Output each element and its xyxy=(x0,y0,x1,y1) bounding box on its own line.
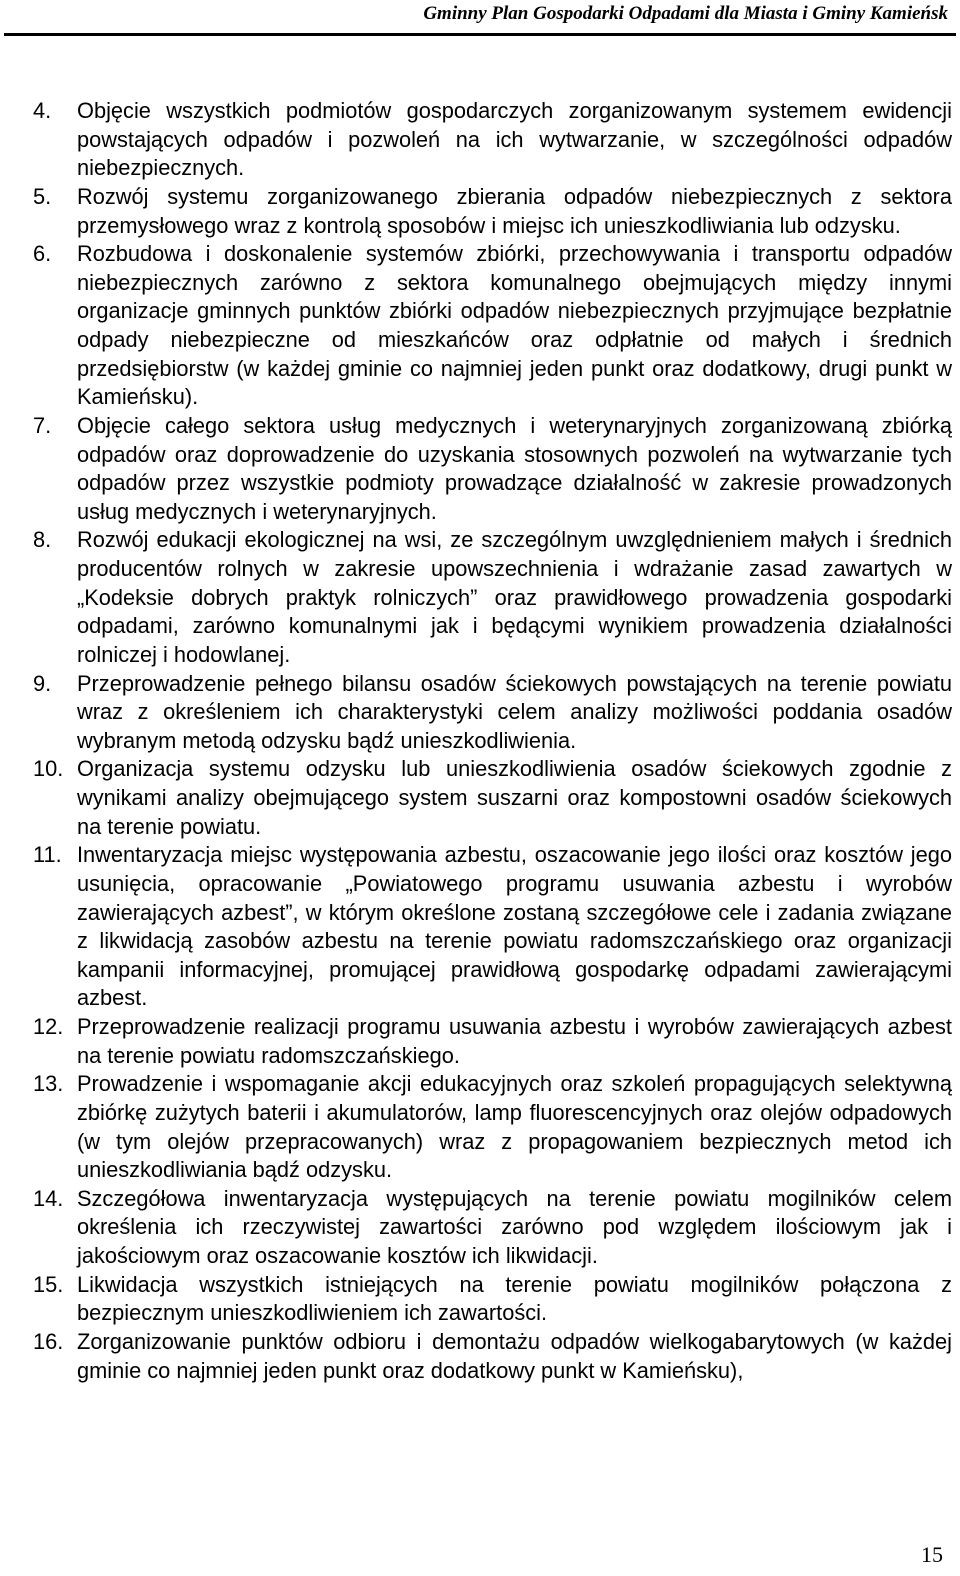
list-item xyxy=(0,240,960,412)
list-item xyxy=(0,841,960,1013)
item-text: Przeprowadzenie pełnego bilansu osadów ściekowych powstających na terenie powiatu wraz z określeniem ich charakterystyki celem analizy możliwości poddania osadów wybranym metodą odzysku bądź unieszkodliwienia. xyxy=(77,670,952,753)
item-text: Rozbudowa i doskonalenie systemów zbiórki, przechowywania i transportu odpadów niebezpiecznych zarówno z sektora komunalnego obejmujących między innymi organizacje gminnych punktów zbiórki odpadów niebezpiecznych przyjmujące bezpłatnie odpady niebezpieczne od mieszkańców oraz odpłatnie od małych i średnich przedsiębiorstw (w każdej gminie co najmniej jeden punkt oraz dodatkowy, drugi punkt w Kamieńsku). xyxy=(77,241,952,410)
item-number: 10. xyxy=(33,756,64,782)
item-number: 13. xyxy=(33,1071,64,1097)
list-item xyxy=(0,412,960,527)
item-text: Likwidacja wszystkich istniejących na terenie powiatu mogilników połączona z bezpiecznym unieszkodliwieniem ich zawartości. xyxy=(77,1271,952,1326)
page-header xyxy=(0,0,960,37)
list-item xyxy=(0,670,960,756)
document-title: Gminny Plan Gospodarki Odpadami dla Miasta i Gminy Kamieńsk xyxy=(423,3,948,24)
item-text: Zorganizowanie punktów odbioru i demontażu odpadów wielkogabarytowych (w każdej gminie co najmniej jeden punkt oraz dodatkowy punkt w Kamieńsku), xyxy=(77,1328,952,1383)
item-number: 15. xyxy=(33,1271,64,1297)
item-text: Szczegółowa inwentaryzacja występujących na terenie powiatu mogilników celem określenia ich rzeczywistej zawartości zarówno pod względem ilościowym jak i jakościowym oraz oszacowanie kosztów ich likwidacji. xyxy=(77,1185,952,1268)
list-item xyxy=(0,1328,960,1385)
item-number: 9. xyxy=(33,670,52,696)
list-item xyxy=(0,183,960,240)
item-text: Organizacja systemu odzysku lub unieszkodliwienia osadów ściekowych zgodnie z wynikami analizy obejmującego system suszarni oraz kompostowni osadów ściekowych na terenie powiatu. xyxy=(77,756,952,839)
list-item xyxy=(0,526,960,669)
item-number: 16. xyxy=(33,1328,64,1354)
item-text: Rozwój edukacji ekologicznej na wsi, ze szczególnym uwzględnieniem małych i średnich producentów rolnych w zakresie upowszechnienia i wdrażanie zasad zawartych w „Kodeksie dobrych praktyk rolniczych” oraz prawidłowego prowadzenia gospodarki odpadami, zarówno komunalnymi jak i będącymi wynikiem prowadzenia działalności rolniczej i hodowlanej. xyxy=(77,527,952,667)
objectives-list xyxy=(0,97,960,1385)
item-text: Prowadzenie i wspomaganie akcji edukacyjnych oraz szkoleń propagujących selektywną zbiórkę zużytych baterii i akumulatorów, lamp fluorescencyjnych oraz olejów odpadowych (w tym olejów przepracowanych) wraz z propagowaniem bezpiecznych metod ich unieszkodliwiania bądź odzysku. xyxy=(77,1071,952,1183)
item-text: Objęcie wszystkich podmiotów gospodarczych zorganizowanym systemem ewidencji powstających odpadów i pozwoleń na ich wytwarzanie, w szczególności odpadów niebezpiecznych. xyxy=(77,98,952,181)
item-text: Przeprowadzenie realizacji programu usuwania azbestu i wyrobów zawierających azbest na terenie powiatu radomszczańskiego. xyxy=(77,1014,952,1068)
item-number: 11. xyxy=(33,842,62,868)
list-item xyxy=(0,1070,960,1185)
item-text: Rozwój systemu zorganizowanego zbierania odpadów niebezpiecznych z sektora przemysłowego wraz z kontrolą sposobów i miejsc ich unieszkodliwiania lub odzysku. xyxy=(77,183,952,238)
list-item xyxy=(0,1271,960,1328)
item-number: 4. xyxy=(33,98,52,123)
item-number: 7. xyxy=(33,412,52,438)
item-number: 5. xyxy=(33,183,52,209)
list-item xyxy=(0,97,960,183)
item-number: 6. xyxy=(33,241,52,267)
item-number: 8. xyxy=(33,527,52,553)
page-number: 15 xyxy=(921,1542,943,1567)
list-item xyxy=(0,755,960,841)
item-number: 14. xyxy=(33,1185,64,1211)
item-number: 12. xyxy=(33,1014,64,1039)
list-item xyxy=(0,1013,960,1070)
item-text: Objęcie całego sektora usług medycznych i weterynaryjnych zorganizowaną zbiórką odpadów oraz doprowadzenie do uzyskania stosownych pozwoleń na wytwarzanie tych odpadów przez wszystkie podmioty prowadzące działalność w zakresie prowadzonych usług medycznych i weterynaryjnych. xyxy=(77,412,952,524)
list-item xyxy=(0,1185,960,1271)
header-divider xyxy=(4,33,956,36)
item-text: Inwentaryzacja miejsc występowania azbestu, oszacowanie jego ilości oraz kosztów jego usunięcia, opracowanie „Powiatowego programu usuwania azbestu i wyrobów zawierających azbest”, w którym określone zostaną szczegółowe cele i zadania związane z likwidacją zasobów azbestu na terenie powiatu radomszczańskiego oraz organizacji kampanii informacyjnej, promującej prawidłową gospodarkę odpadami zawierającymi azbest. xyxy=(77,842,952,1011)
